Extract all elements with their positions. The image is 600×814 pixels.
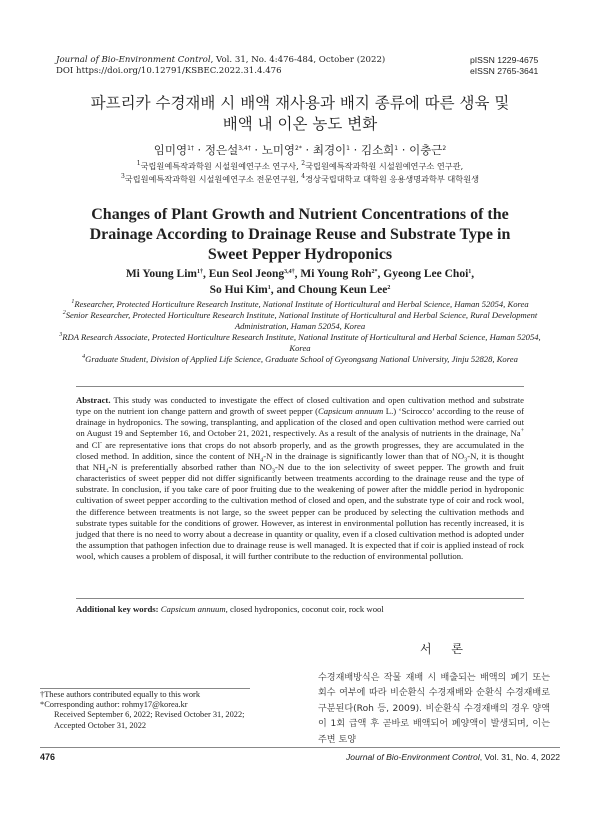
doi-link[interactable]: DOI https://doi.org/10.12791/KSBEC.2022.31.4.476 [56, 66, 282, 76]
en-author-sup: 1 [267, 285, 271, 291]
abstract: Abstract. This study was conducted to investigate the effect of closed cultivation and open cultivation method and substrate type on the nutrient ion change pattern and growth of sweet pepper (Capsicum annuum L.) ‘Scirocco’ according to the reuse of drainage in hydroponics. The sowing, transplanting, and application of the closed and open cultivation method were carried out on August 19 and September 16, and October 21, 2021, respectively. As a result of the analysis of nutrients in the drainage, Na+ and Cl- are representative ions that crops do not absorb properly, and as the growth progresses, they are accumulated in the closed method. In addition, since the content of $NH_4-N$ in the drainage is significantly lower than that of $NO_3-N$, it is thought that $NH_4-N$ is preferentially absorbed rather than $NO_3-N$ due to the ion selectivity of sweet pepper. The growth and fruit characteristics of sweet pepper did not differ significantly between treatments according to the drainage reuse and the type of substrate. In conclusion, if you take care of poor fruiting due to the weakening of power after the middle period in hydroponic cultivation of sweet pepper according to the cultivation method of closed and open, and the substrate type of coir and rock wool, the difference between treatments is not large, so the sweet pepper can be produced by selecting the cultivation methods and substrate types suitable for the conditions of grower. However, as interest in environmental pollution has recently increased, it is judged that there is no need to worry about a decrease in quantity or quality, even if a closed cultivation method is adopted under the assumption that pathogen infection due to drainage reuse is well managed. It is expected that if coir is applied instead of rock wool, which causes a problem of disposal, it will further contribute to the reduction of environmental pollution. [76, 395, 524, 562]
section-heading: 서 론 [420, 642, 471, 656]
affiliation-item: $^4$Graduate Student, Division of Applied Life Science, Graduate School of Gyeongsang National University, Jinju 52828, Korea [82, 354, 518, 364]
affiliation-item: $^1$Researcher, Protected Horticulture Research Institute, National Institute of Horticultural and Herbal Science, Haman 52054, Korea [71, 299, 529, 309]
keyword-species: Capsicum annuum [160, 604, 226, 614]
kr-aff-3: 국립원예특작과학원 시설원예연구소 전문연구원, [124, 174, 299, 184]
kr-author: 이충근 [409, 143, 443, 157]
kr-author-sup: 1 [346, 145, 350, 152]
english-affiliations [52, 299, 548, 365]
korean-title [40, 93, 560, 135]
english-title [40, 205, 560, 265]
english-title-line-3: Sweet Pepper Hydroponics [207, 246, 393, 263]
keyword-list: , closed hydroponics, coconut coir, rock wool [225, 604, 384, 614]
section-body: 수경재배방식은 작물 재배 시 배출되는 배액의 폐기 또는 회수 여부에 따라 비순환식 수경재배와 순환식 수경재배로 구분된다(Roh 등, 2009). 비순환식 수경재배의 경우 양액이 1회 급액 후 곧바로 배액되어 폐양액이 발생되며, 이는 주변 토양 [318, 673, 550, 745]
kr-author: 임미영 [153, 143, 188, 157]
abstract-label: Abstract. [76, 395, 111, 405]
journal-citation: , Vol. 31, No. 4:476-484, October (2022) [210, 55, 386, 65]
kr-aff-1: 국립원예특작과학원 시설원예연구소 연구사, [140, 161, 299, 171]
en-author-sup: 1† [196, 269, 203, 275]
kr-author-sup: 2* [295, 145, 302, 152]
en-author-sup: 1 [468, 269, 472, 275]
english-title-line-1: Changes of Plant Growth and Nutrient Concentrations of the [91, 206, 509, 223]
en-author: Choung Keun Lee [297, 284, 388, 296]
en-author-sup: 2 [387, 285, 391, 291]
footer-journal: Journal of Bio-Environment Control, Vol. 31, No. 4, 2022 [346, 752, 561, 762]
affiliation-item: $^3$RDA Research Associate, Protected Horticulture Research Institute, National Institute of Horticultural and Herbal Science, Haman 52054, Korea [59, 332, 541, 353]
keywords-divider [76, 598, 524, 599]
affiliation-item: $^2$Senior Researcher, Protected Horticulture Research Institute, National Institute of Horticultural and Herbal Science, Rural Development Administration, Haman 52054, Korea [62, 310, 538, 331]
footer-divider [40, 747, 560, 748]
kr-author: 정은설 [204, 143, 239, 157]
korean-authors: 임미영$^{1\dagger}$ · 정은설$^{3,4\dagger}$ · 노미영$^{2*}$ · 최경이$^1$ · 김소희$^1$ · 이충근$^2$ [153, 143, 447, 157]
kr-author: 김소희 [360, 143, 395, 157]
en-author: So Hui Kim [209, 284, 268, 296]
english-title-line-2: Drainage According to Drainage Reuse and Substrate Type in [89, 226, 511, 243]
en-author: Mi Young Roh [300, 268, 372, 280]
issn-block [470, 55, 560, 77]
kr-author-sup: 2 [442, 145, 447, 152]
en-author-sup: 2* [371, 269, 378, 275]
pissn: pISSN 1229-4675 [470, 55, 539, 65]
footnote-equal: †These authors contributed equally to this work [40, 690, 201, 699]
eissn: eISSN 2765-3641 [470, 66, 539, 76]
korean-affiliations: $^1$국립원예특작과학원 시설원예연구소 연구사, $^2$국립원예특작과학원 시설원예연구소 연구관, $^3$국립원예특작과학원 시설원예연구소 전문연구원, $^4$경상국립대학교 대학원 응용생명과학부 대학원생 [120, 160, 480, 184]
kr-author: 노미영 [261, 143, 296, 157]
english-authors: Mi Young Lim$^{1\dagger}$, Eun Seol Jeong$^{3,4\dagger}$, Mi Young Roh$^{2*}$, Gyeong Lee Choi$^1$, So Hui Kim$^1$, and Choung Keun Lee$^2$ [125, 268, 475, 296]
korean-title-line-1: 파프리카 수경재배 시 배액 재사용과 배지 종류에 따른 생육 및 [90, 94, 510, 112]
kr-author-sup: 3,4† [238, 145, 251, 152]
korean-title-line-2: 배액 내 이온 농도 변화 [222, 115, 378, 133]
journal-name: Journal of Bio-Environment Control [56, 55, 211, 65]
keywords-label: Additional key words: [76, 604, 159, 614]
en-author: Gyeong Lee Choi [383, 268, 469, 280]
journal-header [56, 55, 386, 77]
kr-author-sup: 1† [187, 145, 194, 152]
kr-author-sup: 1 [394, 145, 399, 152]
kr-aff-2: 국립원예특작과학원 시설원예연구소 연구관, [305, 161, 464, 171]
species-name: Capsicum annuum [318, 406, 384, 417]
footnote-received: Received September 6, 2022; Revised October 31, 2022; [54, 710, 245, 720]
footnote-accepted: Accepted October 31, 2022 [54, 720, 147, 730]
en-author: Mi Young Lim [125, 268, 197, 280]
abstract-divider [76, 386, 524, 387]
page-number: 476 [40, 752, 56, 762]
en-author-sup: 3,4† [284, 269, 295, 275]
footnote-corresponding: *Corresponding author: rohmy17@korea.kr [40, 700, 188, 710]
footnote-divider [40, 688, 250, 689]
footnotes [40, 690, 270, 731]
en-author: Eun Seol Jeong [208, 268, 285, 280]
kr-aff-4: 경상국립대학교 대학원 응용생명과학부 대학원생 [305, 174, 480, 184]
keywords [76, 604, 524, 614]
kr-author: 최경이 [312, 143, 347, 157]
